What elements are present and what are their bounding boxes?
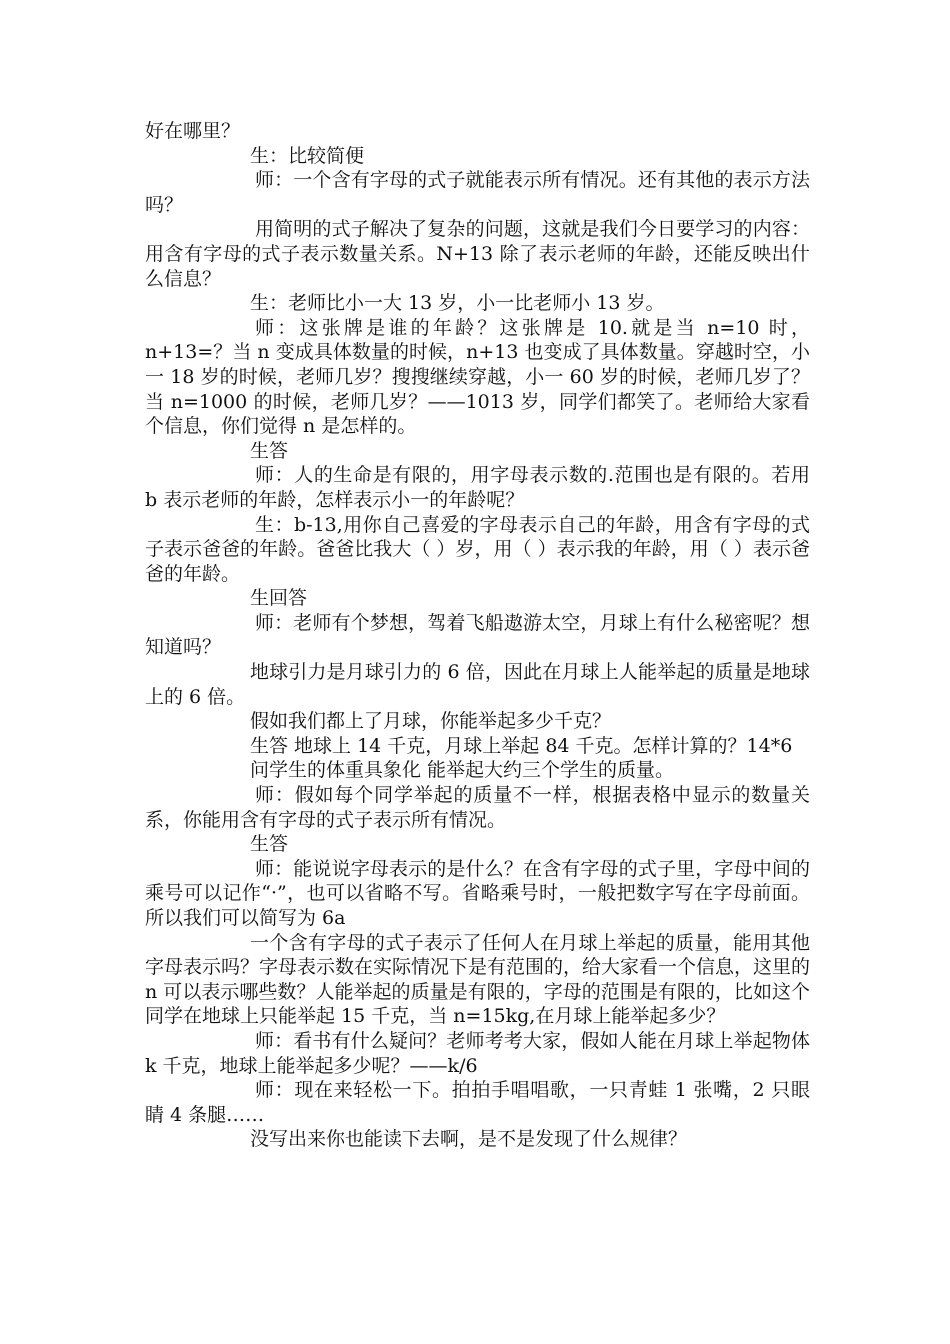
paragraph: 师：人的生命是有限的，用字母表示数的.范围也是有限的。若用 b 表示老师的年龄，怎样表示小一的年龄呢？ bbox=[145, 464, 810, 511]
paragraph: 生：比较简便 bbox=[250, 144, 365, 167]
paragraph: 用简明的式子解决了复杂的问题，这就是我们今日要学习的内容：用含有字母的式子表示数量关系。N+13 除了表示老师的年龄，还能反映出什么信息？ bbox=[145, 218, 810, 290]
paragraph: 师：现在来轻松一下。拍拍手唱唱歌，一只青蛙 1 张嘴，2 只眼睛 4 条腿…… bbox=[145, 1079, 810, 1126]
paragraph: 没写出来你也能读下去啊，是不是发现了什么规律？ bbox=[250, 1128, 688, 1151]
paragraph: 师：一个含有字母的式子就能表示所有情况。还有其他的表示方法吗？ bbox=[145, 169, 810, 216]
paragraph: 问学生的体重具象化 能举起大约三个学生的质量。 bbox=[250, 759, 675, 782]
paragraph: 生答 地球上 14 千克，月球上举起 84 千克。怎样计算的？14*6 bbox=[250, 734, 793, 757]
paragraph: 生答 bbox=[250, 439, 289, 462]
paragraph: 生答 bbox=[250, 833, 289, 856]
paragraph: 师：这张牌是谁的年龄？这张牌是 10.就是当 n=10 时，n+13=？当 n 变成具体数量的时候，n+13 也变成了具体数量。穿越时空，小一 18 岁的时候，老师几岁？搜搜继续穿越，小一 60 岁的时候，老师几岁了？当 n=1000 的时候，老师几岁？——1013 岁，同学们都笑了。老师给大家看个信息，你们觉得 n 是怎样的。 bbox=[145, 316, 810, 438]
paragraph: 一个含有字母的式子表示了任何人在月球上举起的质量，能用其他字母表示吗？字母表示数在实际情况下是有范围的，给大家看一个信息，这里的 n 可以表示哪些数？人能举起的质量是有限的，字母的范围是有限的，比如这个同学在地球上只能举起 15 千克，当 n=15kg,在月球上能举起多少？ bbox=[145, 931, 811, 1028]
paragraph: 师：假如每个同学举起的质量不一样，根据表格中显示的数量关系，你能用含有字母的式子表示所有情况。 bbox=[145, 784, 810, 831]
paragraph: 师：能说说字母表示的是什么？在含有字母的式子里，字母中间的乘号可以记作“·”，也可以省略不写。省略乘号时，一般把数字写在字母前面。所以我们可以简写为 6a bbox=[145, 857, 810, 929]
paragraph: 好在哪里？ bbox=[145, 120, 241, 142]
paragraph: 地球引力是月球引力的 6 倍，因此在月球上人能举起的质量是地球上的 6 倍。 bbox=[145, 661, 810, 708]
paragraph: 生回答 bbox=[250, 587, 308, 610]
paragraph: 师：老师有个梦想，驾着飞船遨游太空，月球上有什么秘密呢？想知道吗？ bbox=[145, 611, 810, 659]
paragraph: 生：老师比小一大 13 岁，小一比老师小 13 岁。 bbox=[250, 292, 665, 315]
paragraph: 师：看书有什么疑问？老师考考大家，假如人能在月球上举起物体 k 千克，地球上能举起多少呢？——k/6 bbox=[145, 1029, 810, 1077]
paragraph: 生：b-13,用你自己喜爱的字母表示自己的年龄，用含有字母的式子表示爸爸的年龄。爸爸比我大（ ）岁，用（ ）表示我的年龄，用（ ）表示爸爸的年龄。 bbox=[145, 513, 810, 585]
document-body bbox=[145, 119, 810, 1152]
paragraph: 假如我们都上了月球，你能举起多少千克？ bbox=[250, 710, 612, 733]
